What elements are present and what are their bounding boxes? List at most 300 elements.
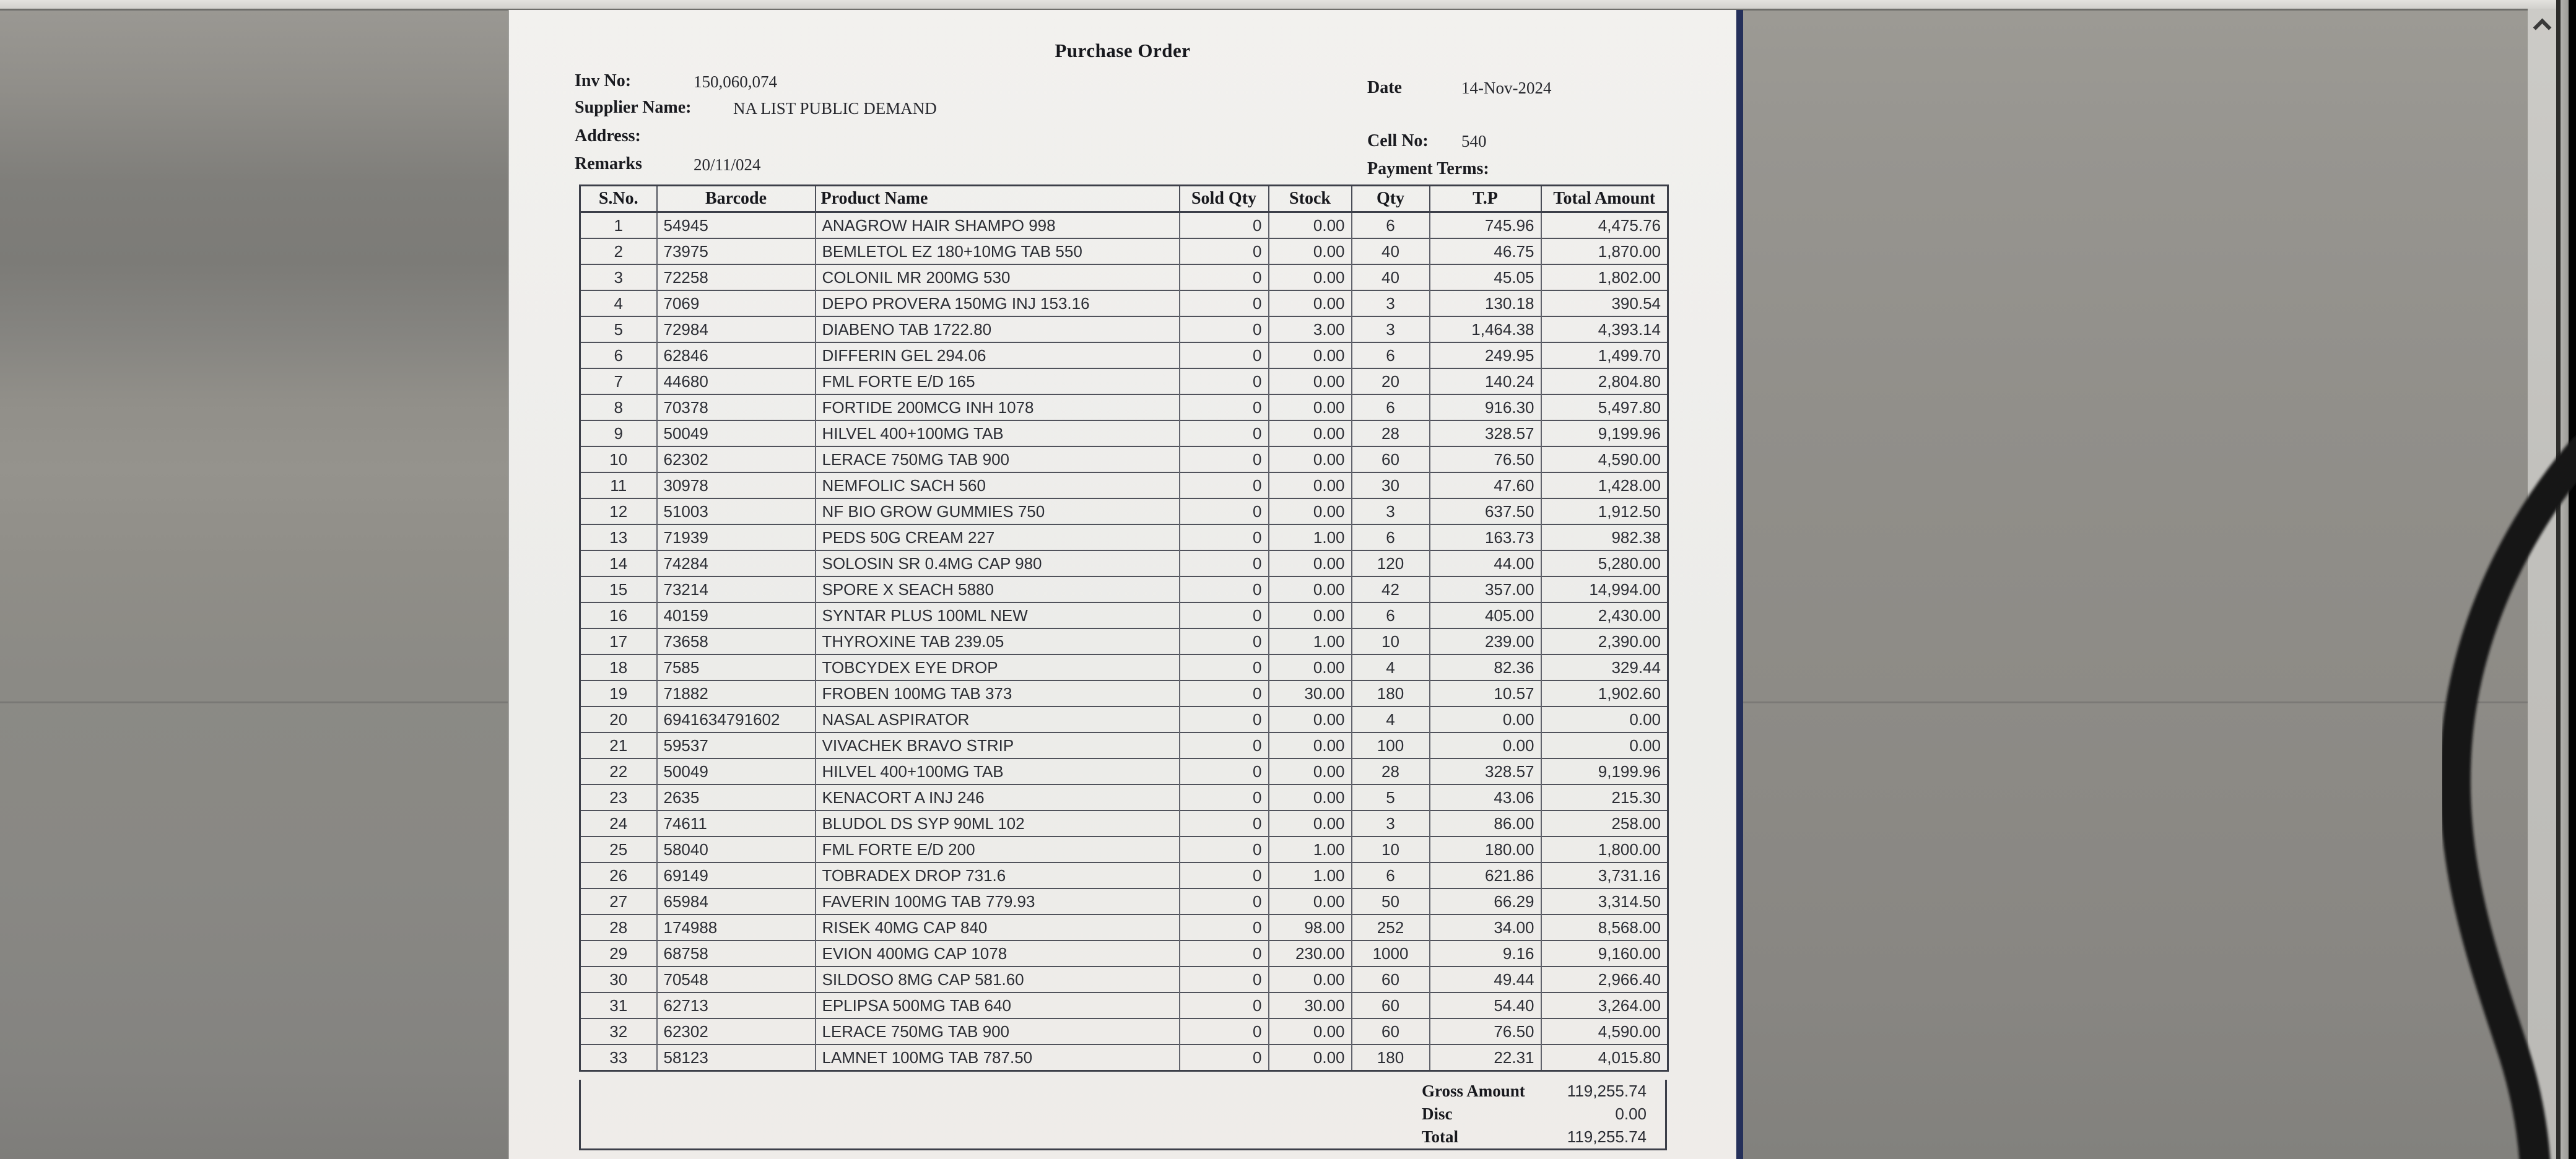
barcode-cell: 40159 (657, 602, 816, 628)
tp-cell: 130.18 (1430, 290, 1541, 316)
product-cell: EVION 400MG CAP 1078 (816, 940, 1180, 966)
stock-cell: 30.00 (1269, 992, 1352, 1018)
table-header-row (580, 186, 1668, 212)
total-amount-cell: 2,390.00 (1541, 628, 1668, 654)
stock-cell: 0.00 (1269, 446, 1352, 472)
table-row (580, 940, 1668, 966)
tp-cell: 10.57 (1430, 680, 1541, 706)
table-row (580, 342, 1668, 368)
table-row (580, 1044, 1668, 1071)
stock-cell: 0.00 (1269, 784, 1352, 810)
table-row (580, 1018, 1668, 1044)
tp-cell: 9.16 (1430, 940, 1541, 966)
tp-cell: 82.36 (1430, 654, 1541, 680)
tp-cell: 0.00 (1430, 706, 1541, 732)
table-row (580, 914, 1668, 940)
sold-qty-cell: 0 (1180, 654, 1269, 680)
sold-qty-cell: 0 (1180, 498, 1269, 524)
sold-qty-cell: 0 (1180, 238, 1269, 264)
qty-cell: 60 (1352, 446, 1430, 472)
stock-cell: 0.00 (1269, 420, 1352, 446)
tp-cell: 621.86 (1430, 862, 1541, 888)
tp-cell: 22.31 (1430, 1044, 1541, 1071)
table-row (580, 654, 1668, 680)
stock-cell: 0.00 (1269, 498, 1352, 524)
table-row (580, 758, 1668, 784)
barcode-cell: 65984 (657, 888, 816, 914)
total-amount-cell: 4,590.00 (1541, 446, 1668, 472)
sold-qty-cell: 0 (1180, 576, 1269, 602)
sold-qty-cell: 0 (1180, 888, 1269, 914)
product-cell: NF BIO GROW GUMMIES 750 (816, 498, 1180, 524)
column-header-sno: S.No. (580, 186, 657, 212)
tp-cell: 328.57 (1430, 420, 1541, 446)
barcode-cell: 70548 (657, 966, 816, 992)
stock-cell: 0.00 (1269, 1044, 1352, 1071)
sno-cell: 25 (580, 836, 657, 862)
barcode-cell: 7585 (657, 654, 816, 680)
scrollbar-track[interactable] (2528, 9, 2556, 1159)
qty-cell: 4 (1352, 654, 1430, 680)
qty-cell: 28 (1352, 758, 1430, 784)
product-cell: ANAGROW HAIR SHAMPO 998 (816, 212, 1180, 239)
product-cell: FORTIDE 200MCG INH 1078 (816, 394, 1180, 420)
total-amount-cell: 3,264.00 (1541, 992, 1668, 1018)
screen-scratch-line-right (1743, 701, 2528, 703)
sno-cell: 5 (580, 316, 657, 342)
product-cell: FAVERIN 100MG TAB 779.93 (816, 888, 1180, 914)
stock-cell: 1.00 (1269, 836, 1352, 862)
totals-box (579, 1080, 1667, 1150)
stock-cell: 30.00 (1269, 680, 1352, 706)
stock-cell: 0.00 (1269, 966, 1352, 992)
tp-cell: 44.00 (1430, 550, 1541, 576)
barcode-cell: 62302 (657, 446, 816, 472)
qty-cell: 40 (1352, 238, 1430, 264)
qty-cell: 6 (1352, 394, 1430, 420)
disc-row (581, 1103, 1665, 1126)
total-amount-cell: 2,966.40 (1541, 966, 1668, 992)
barcode-cell: 7069 (657, 290, 816, 316)
sold-qty-cell: 0 (1180, 316, 1269, 342)
product-cell: NEMFOLIC SACH 560 (816, 472, 1180, 498)
tp-cell: 1,464.38 (1430, 316, 1541, 342)
sno-cell: 6 (580, 342, 657, 368)
cell-no-label: Cell No: (1367, 131, 1429, 150)
screen-background-left (0, 10, 508, 1159)
stock-cell: 0.00 (1269, 732, 1352, 758)
barcode-cell: 50049 (657, 420, 816, 446)
sold-qty-cell: 0 (1180, 706, 1269, 732)
product-cell: TOBCYDEX EYE DROP (816, 654, 1180, 680)
total-amount-cell: 4,015.80 (1541, 1044, 1668, 1071)
inv-no-value: 150,060,074 (694, 72, 777, 91)
table-row (580, 472, 1668, 498)
page-title: Purchase Order (1055, 40, 1191, 61)
stock-cell: 0.00 (1269, 394, 1352, 420)
column-header-total-amount: Total Amount (1541, 186, 1668, 212)
sno-cell: 29 (580, 940, 657, 966)
sno-cell: 33 (580, 1044, 657, 1071)
sold-qty-cell: 0 (1180, 602, 1269, 628)
sno-cell: 23 (580, 784, 657, 810)
barcode-cell: 50049 (657, 758, 816, 784)
tp-cell: 239.00 (1430, 628, 1541, 654)
sno-cell: 8 (580, 394, 657, 420)
stock-cell: 0.00 (1269, 550, 1352, 576)
column-header-product-name: Product Name (816, 186, 1180, 212)
sno-cell: 27 (580, 888, 657, 914)
sold-qty-cell: 0 (1180, 784, 1269, 810)
barcode-cell: 69149 (657, 862, 816, 888)
screen-background-right (1743, 10, 2528, 1159)
inv-no-label: Inv No: (575, 71, 632, 90)
tp-cell: 76.50 (1430, 446, 1541, 472)
tp-cell: 357.00 (1430, 576, 1541, 602)
barcode-cell: 2635 (657, 784, 816, 810)
window-top-strip (0, 0, 2562, 11)
table-row (580, 966, 1668, 992)
sold-qty-cell: 0 (1180, 212, 1269, 239)
total-amount-cell: 8,568.00 (1541, 914, 1668, 940)
sno-cell: 32 (580, 1018, 657, 1044)
sold-qty-cell: 0 (1180, 862, 1269, 888)
gross-amount-row (581, 1080, 1665, 1103)
table-row (580, 498, 1668, 524)
barcode-cell: 73658 (657, 628, 816, 654)
total-amount-cell: 14,994.00 (1541, 576, 1668, 602)
sno-cell: 20 (580, 706, 657, 732)
stock-cell: 0.00 (1269, 368, 1352, 394)
sno-cell: 11 (580, 472, 657, 498)
sold-qty-cell: 0 (1180, 1018, 1269, 1044)
total-amount-cell: 1,802.00 (1541, 264, 1668, 290)
table-row (580, 238, 1668, 264)
total-value: 119,255.74 (1567, 1127, 1647, 1146)
stock-cell: 0.00 (1269, 576, 1352, 602)
table-row (580, 524, 1668, 550)
product-cell: LERACE 750MG TAB 900 (816, 446, 1180, 472)
stock-cell: 0.00 (1269, 654, 1352, 680)
stock-cell: 1.00 (1269, 628, 1352, 654)
qty-cell: 100 (1352, 732, 1430, 758)
tp-cell: 745.96 (1430, 212, 1541, 239)
remarks-label: Remarks (575, 154, 642, 173)
monitor-bezel (2569, 0, 2576, 1159)
table-row (580, 784, 1668, 810)
sold-qty-cell: 0 (1180, 992, 1269, 1018)
product-cell: DIABENO TAB 1722.80 (816, 316, 1180, 342)
column-header-barcode: Barcode (657, 186, 816, 212)
chevron-up-icon (2533, 19, 2551, 37)
tp-cell: 49.44 (1430, 966, 1541, 992)
product-cell: HILVEL 400+100MG TAB (816, 420, 1180, 446)
sold-qty-cell: 0 (1180, 446, 1269, 472)
payment-terms-label: Payment Terms: (1367, 159, 1489, 178)
product-cell: SILDOSO 8MG CAP 581.60 (816, 966, 1180, 992)
screen-scratch-line-left (0, 701, 508, 703)
scroll-up-button[interactable] (2528, 11, 2556, 41)
tp-cell: 46.75 (1430, 238, 1541, 264)
product-cell: DIFFERIN GEL 294.06 (816, 342, 1180, 368)
total-amount-cell: 1,800.00 (1541, 836, 1668, 862)
sold-qty-cell: 0 (1180, 836, 1269, 862)
barcode-cell: 70378 (657, 394, 816, 420)
barcode-cell: 174988 (657, 914, 816, 940)
barcode-cell: 62846 (657, 342, 816, 368)
product-cell: THYROXINE TAB 239.05 (816, 628, 1180, 654)
total-row (581, 1126, 1665, 1148)
table-row (580, 628, 1668, 654)
total-amount-cell: 1,428.00 (1541, 472, 1668, 498)
total-amount-cell: 3,314.50 (1541, 888, 1668, 914)
sno-cell: 10 (580, 446, 657, 472)
product-cell: NASAL ASPIRATOR (816, 706, 1180, 732)
total-amount-cell: 5,280.00 (1541, 550, 1668, 576)
product-cell: VIVACHEK BRAVO STRIP (816, 732, 1180, 758)
sno-cell: 2 (580, 238, 657, 264)
barcode-cell: 72984 (657, 316, 816, 342)
product-cell: FML FORTE E/D 165 (816, 368, 1180, 394)
total-amount-cell: 1,902.60 (1541, 680, 1668, 706)
total-amount-cell: 2,804.80 (1541, 368, 1668, 394)
table-row (580, 264, 1668, 290)
disc-label: Disc (1422, 1105, 1453, 1123)
sno-cell: 4 (580, 290, 657, 316)
total-amount-cell: 1,870.00 (1541, 238, 1668, 264)
product-cell: FROBEN 100MG TAB 373 (816, 680, 1180, 706)
sold-qty-cell: 0 (1180, 290, 1269, 316)
product-cell: BLUDOL DS SYP 90ML 102 (816, 810, 1180, 836)
stock-cell: 3.00 (1269, 316, 1352, 342)
total-amount-cell: 9,199.96 (1541, 758, 1668, 784)
gross-amount-value: 119,255.74 (1567, 1082, 1647, 1100)
stock-cell: 98.00 (1269, 914, 1352, 940)
total-amount-cell: 0.00 (1541, 732, 1668, 758)
qty-cell: 1000 (1352, 940, 1430, 966)
table-row (580, 732, 1668, 758)
stock-cell: 230.00 (1269, 940, 1352, 966)
product-cell: COLONIL MR 200MG 530 (816, 264, 1180, 290)
product-cell: EPLIPSA 500MG TAB 640 (816, 992, 1180, 1018)
stock-cell: 0.00 (1269, 290, 1352, 316)
barcode-cell: 73975 (657, 238, 816, 264)
barcode-cell: 73214 (657, 576, 816, 602)
qty-cell: 3 (1352, 498, 1430, 524)
sno-cell: 22 (580, 758, 657, 784)
qty-cell: 180 (1352, 1044, 1430, 1071)
sno-cell: 21 (580, 732, 657, 758)
total-amount-cell: 2,430.00 (1541, 602, 1668, 628)
tp-cell: 140.24 (1430, 368, 1541, 394)
sold-qty-cell: 0 (1180, 420, 1269, 446)
sno-cell: 26 (580, 862, 657, 888)
table-row (580, 316, 1668, 342)
cell-no-value: 540 (1461, 132, 1487, 150)
total-amount-cell: 215.30 (1541, 784, 1668, 810)
sold-qty-cell: 0 (1180, 732, 1269, 758)
total-amount-cell: 5,497.80 (1541, 394, 1668, 420)
total-amount-cell: 4,590.00 (1541, 1018, 1668, 1044)
tp-cell: 163.73 (1430, 524, 1541, 550)
total-amount-cell: 3,731.16 (1541, 862, 1668, 888)
total-amount-cell: 982.38 (1541, 524, 1668, 550)
remarks-value: 20/11/024 (694, 155, 761, 174)
table-row (580, 446, 1668, 472)
address-label: Address: (575, 126, 641, 145)
sno-cell: 19 (580, 680, 657, 706)
sold-qty-cell: 0 (1180, 810, 1269, 836)
barcode-cell: 62713 (657, 992, 816, 1018)
sold-qty-cell: 0 (1180, 628, 1269, 654)
qty-cell: 50 (1352, 888, 1430, 914)
stock-cell: 0.00 (1269, 810, 1352, 836)
sold-qty-cell: 0 (1180, 524, 1269, 550)
supplier-name-value: NA LIST PUBLIC DEMAND (733, 99, 937, 118)
barcode-cell: 72258 (657, 264, 816, 290)
stock-cell: 0.00 (1269, 342, 1352, 368)
barcode-cell: 51003 (657, 498, 816, 524)
table-row (580, 212, 1668, 239)
product-cell: LERACE 750MG TAB 900 (816, 1018, 1180, 1044)
stock-cell: 0.00 (1269, 758, 1352, 784)
stock-cell: 1.00 (1269, 862, 1352, 888)
qty-cell: 6 (1352, 524, 1430, 550)
supplier-name-label: Supplier Name: (575, 98, 692, 117)
sold-qty-cell: 0 (1180, 472, 1269, 498)
sold-qty-cell: 0 (1180, 758, 1269, 784)
sold-qty-cell: 0 (1180, 914, 1269, 940)
items-table (579, 184, 1669, 1072)
barcode-cell: 58123 (657, 1044, 816, 1071)
tp-cell: 405.00 (1430, 602, 1541, 628)
sno-cell: 15 (580, 576, 657, 602)
column-header-tp: T.P (1430, 186, 1541, 212)
table-row (580, 420, 1668, 446)
total-amount-cell: 9,199.96 (1541, 420, 1668, 446)
sold-qty-cell: 0 (1180, 264, 1269, 290)
sno-cell: 18 (580, 654, 657, 680)
product-cell: SPORE X SEACH 5880 (816, 576, 1180, 602)
total-amount-cell: 258.00 (1541, 810, 1668, 836)
total-amount-cell: 329.44 (1541, 654, 1668, 680)
barcode-cell: 74284 (657, 550, 816, 576)
tp-cell: 916.30 (1430, 394, 1541, 420)
qty-cell: 6 (1352, 862, 1430, 888)
total-amount-cell: 4,475.76 (1541, 212, 1668, 239)
table-row (580, 810, 1668, 836)
stock-cell: 0.00 (1269, 472, 1352, 498)
qty-cell: 252 (1352, 914, 1430, 940)
qty-cell: 3 (1352, 290, 1430, 316)
qty-cell: 5 (1352, 784, 1430, 810)
product-cell: HILVEL 400+100MG TAB (816, 758, 1180, 784)
barcode-cell: 74611 (657, 810, 816, 836)
tp-cell: 34.00 (1430, 914, 1541, 940)
date-value: 14-Nov-2024 (1461, 79, 1552, 97)
sold-qty-cell: 0 (1180, 1044, 1269, 1071)
disc-value: 0.00 (1615, 1105, 1647, 1123)
tp-cell: 76.50 (1430, 1018, 1541, 1044)
barcode-cell: 62302 (657, 1018, 816, 1044)
table-row (580, 550, 1668, 576)
qty-cell: 180 (1352, 680, 1430, 706)
sno-cell: 31 (580, 992, 657, 1018)
stock-cell: 0.00 (1269, 1018, 1352, 1044)
column-header-sold-qty: Sold Qty (1180, 186, 1269, 212)
product-cell: FML FORTE E/D 200 (816, 836, 1180, 862)
stock-cell: 0.00 (1269, 706, 1352, 732)
tp-cell: 43.06 (1430, 784, 1541, 810)
qty-cell: 42 (1352, 576, 1430, 602)
barcode-cell: 6941634791602 (657, 706, 816, 732)
total-amount-cell: 1,912.50 (1541, 498, 1668, 524)
qty-cell: 60 (1352, 1018, 1430, 1044)
sold-qty-cell: 0 (1180, 394, 1269, 420)
qty-cell: 30 (1352, 472, 1430, 498)
sno-cell: 13 (580, 524, 657, 550)
qty-cell: 6 (1352, 602, 1430, 628)
sold-qty-cell: 0 (1180, 342, 1269, 368)
tp-cell: 0.00 (1430, 732, 1541, 758)
tp-cell: 180.00 (1430, 836, 1541, 862)
stock-cell: 0.00 (1269, 602, 1352, 628)
stock-cell: 0.00 (1269, 888, 1352, 914)
sno-cell: 14 (580, 550, 657, 576)
table-row (580, 862, 1668, 888)
total-amount-cell: 0.00 (1541, 706, 1668, 732)
tp-cell: 47.60 (1430, 472, 1541, 498)
qty-cell: 28 (1352, 420, 1430, 446)
product-cell: KENACORT A INJ 246 (816, 784, 1180, 810)
qty-cell: 10 (1352, 836, 1430, 862)
sno-cell: 3 (580, 264, 657, 290)
sold-qty-cell: 0 (1180, 940, 1269, 966)
tp-cell: 637.50 (1430, 498, 1541, 524)
sold-qty-cell: 0 (1180, 966, 1269, 992)
sno-cell: 12 (580, 498, 657, 524)
table-row (580, 394, 1668, 420)
barcode-cell: 44680 (657, 368, 816, 394)
monitor-edge-strip (2561, 0, 2569, 1159)
sold-qty-cell: 0 (1180, 680, 1269, 706)
tp-cell: 66.29 (1430, 888, 1541, 914)
total-amount-cell: 390.54 (1541, 290, 1668, 316)
qty-cell: 3 (1352, 810, 1430, 836)
total-amount-cell: 4,393.14 (1541, 316, 1668, 342)
sold-qty-cell: 0 (1180, 368, 1269, 394)
purchase-order-page (508, 10, 1743, 1159)
sno-cell: 16 (580, 602, 657, 628)
items-table-body (580, 212, 1668, 1071)
date-label: Date (1367, 78, 1402, 97)
qty-cell: 60 (1352, 966, 1430, 992)
table-row (580, 706, 1668, 732)
product-cell: SYNTAR PLUS 100ML NEW (816, 602, 1180, 628)
qty-cell: 4 (1352, 706, 1430, 732)
gross-amount-label: Gross Amount (1422, 1082, 1525, 1100)
product-cell: PEDS 50G CREAM 227 (816, 524, 1180, 550)
barcode-cell: 58040 (657, 836, 816, 862)
table-row (580, 680, 1668, 706)
total-amount-cell: 1,499.70 (1541, 342, 1668, 368)
total-label: Total (1422, 1127, 1459, 1146)
barcode-cell: 59537 (657, 732, 816, 758)
table-row (580, 888, 1668, 914)
qty-cell: 60 (1352, 992, 1430, 1018)
table-row (580, 602, 1668, 628)
product-cell: LAMNET 100MG TAB 787.50 (816, 1044, 1180, 1071)
